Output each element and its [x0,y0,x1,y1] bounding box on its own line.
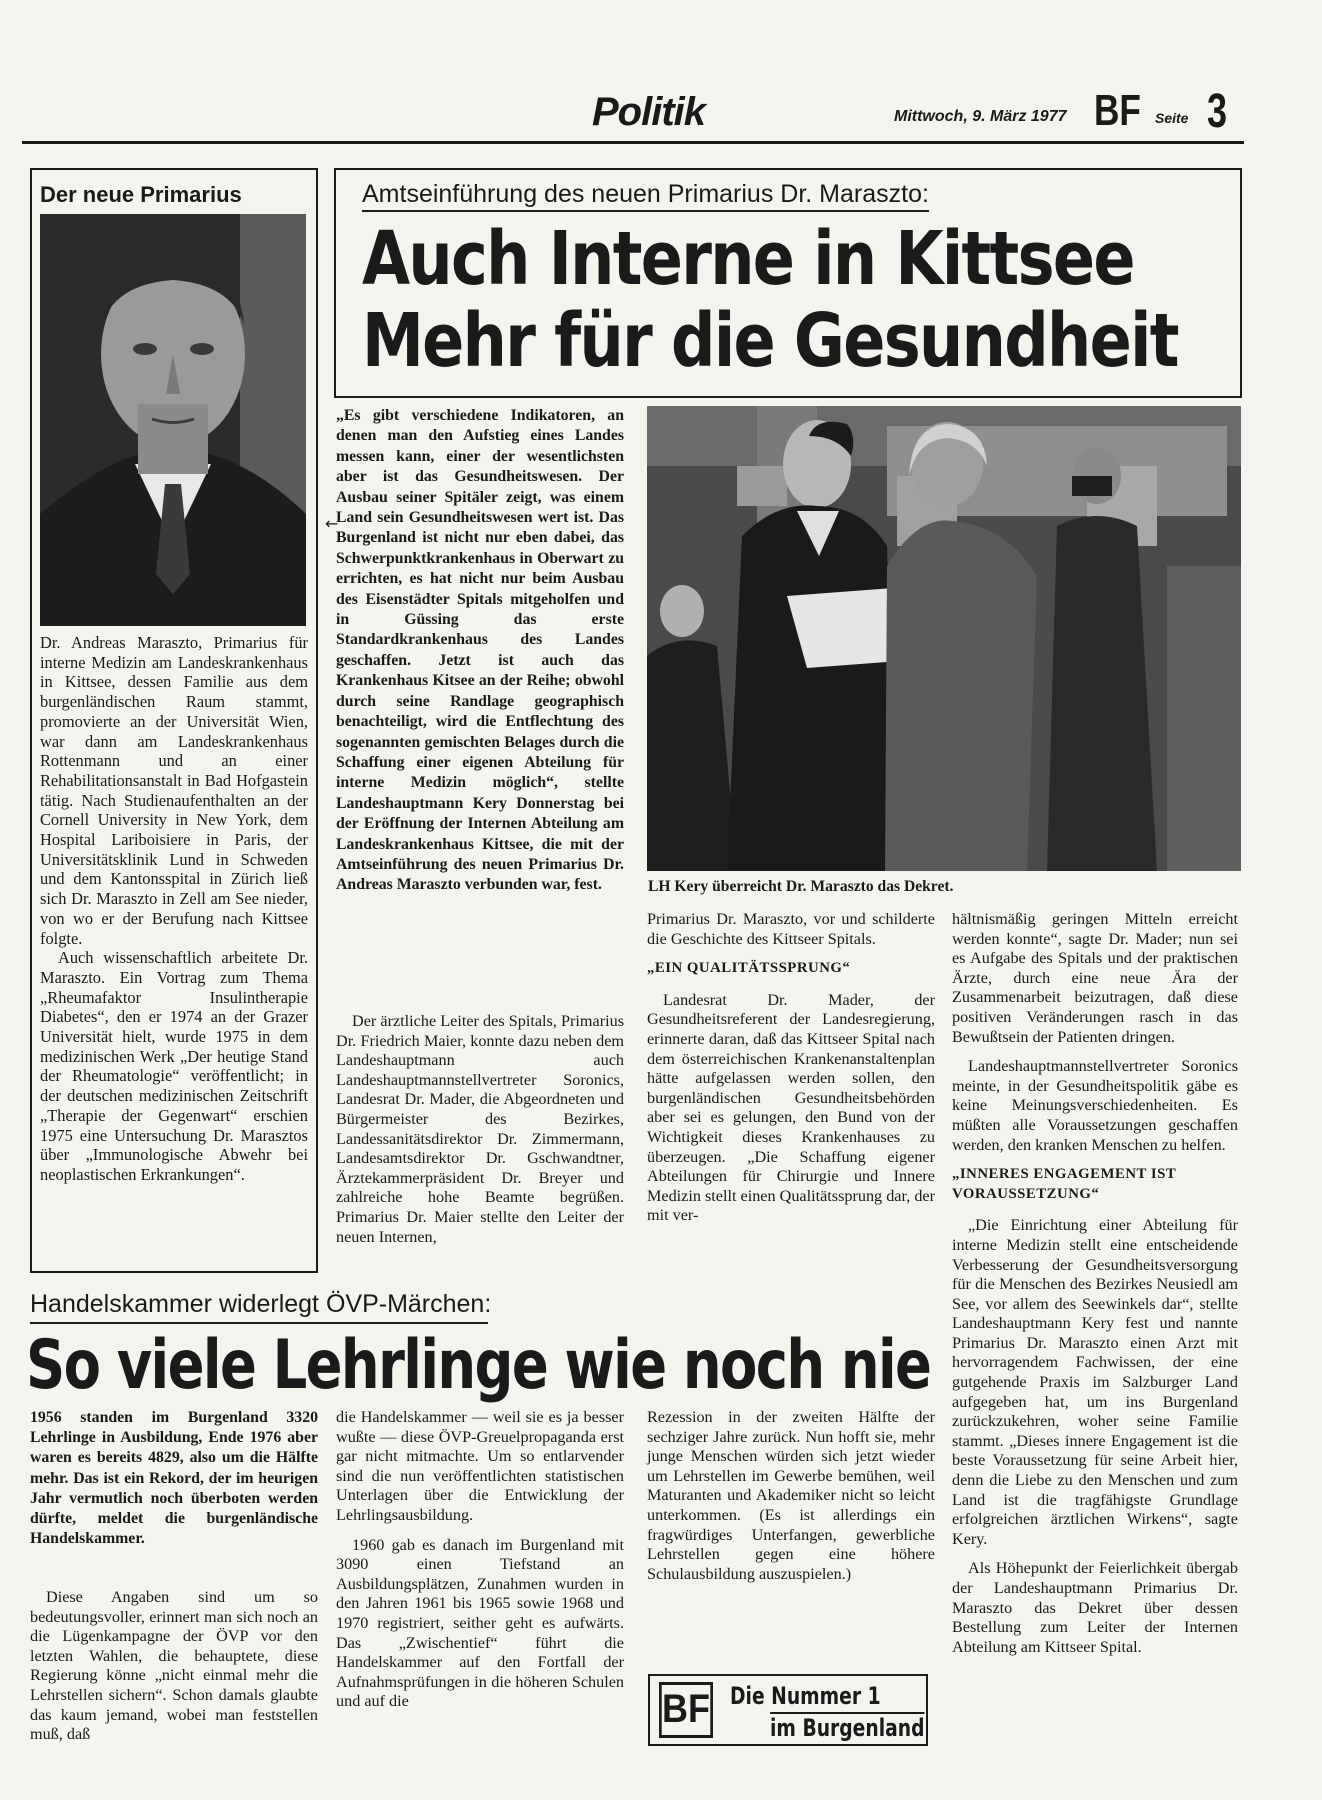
section-title: Politik [592,90,706,134]
kicker-underline [30,1322,488,1324]
article-paragraph: Primarius Dr. Maraszto, vor und schilderte die Geschichte des Kittseer Spitals. [647,910,935,948]
article2-column-2 [336,1408,624,1712]
subheading: „INNERES ENGAGEMENT IST VORAUSSETZUNG“ [952,1166,1176,1202]
sidebar-box [30,168,318,1273]
article-paragraph: 1960 gab es danach im Burgenland mit 3090 einen Tiefstand an Ausbildungsplätzen, Zunahmen wurden in den Jahren 1961 bis 1965 sowie 1968 und 1970 registriert, seither geht es aufwärts. Das „Zwischentief“ führt die Handelskammer auf den Fortfall der Aufnahmsprüfungen in die höheren Schulen und auf die [336,1535,624,1711]
article2-headline: So viele Lehrlinge wie noch nie [26,1326,931,1405]
article-paragraph: Rezession in der zweiten Hälfte der sechziger Jahre zurück. Nun hofft sie, mehr junge Menschen würden sich jetzt wieder um Lehrstellen im Gewerbe bemühen, weil Maturanten und Akademiker nicht so leicht unterkommen. (Es ist allerdings ein fragwürdiges Unterfangen, gewerbliche Lehrstellen gegen eine höhere Schulausbildung auszuspielen.) [647,1408,935,1583]
masthead [22,82,1244,144]
sidebar-body [40,633,308,1185]
promo-line-1: Die Nummer 1 [730,1682,881,1710]
article-headline [362,218,1178,382]
promo-logo: BF [659,1682,713,1738]
article-paragraph: Als Höhepunkt der Feierlichkeit übergab der Landeshauptmann Primarius Dr. Maraszto das Dekret über dessen Bestellung zum Leiter der Internen Abteilung am Kittseer Spital. [952,1559,1238,1656]
sidebar-paragraph: Auch wissenschaftlich arbeitete Dr. Maraszto. Ein Vortrag zum Thema „Rheumafaktor Insulintherapie Diabetes“, den er 1974 an der Grazer Universität hielt, wurde 1975 in dem medizinischen Werk „Der heutige Stand der Rheumatologie“ veröffentlicht; in der deutschen medizinischen Zeitschrift „Therapie der Gegenwart“ erschien 1975 eine Untersuchung Dr. Marasztos über „Immunologische Abwehr bei neoplastischen Erkrankungen“. [40,948,308,1184]
arrow-marker-icon: ← [325,514,339,533]
article-paragraph: die Handelskammer — weil sie es ja besser wußte — diese ÖVP-Greuelpropaganda erst gar nicht mitmachte. Um so entlarvender sind die nun veröffentlichten statistischen Unterlagen über die Entwicklung der Lehrlingsausbildung. [336,1408,624,1524]
article-paragraph: Landeshauptmannstellvertreter Soronics meinte, in der Gesundheitspolitik gäbe es keine Meinungsverschiedenheiten. Es müßten alle Voraussetzungen geschaffen werden, den kranken Menschen zu helfen. [952,1057,1238,1154]
sidebar-title: Der neue Primarius [40,182,242,207]
ceremony-illustration [647,406,1241,871]
headline-line-1: Auch Interne in Kittsee [362,216,1134,302]
portrait-photo [40,214,306,626]
page-label: Seite [1155,110,1189,126]
ceremony-photo [647,406,1241,871]
photo-caption: LH Kery überreicht Dr. Maraszto das Dekret. [648,878,954,895]
article-column-1 [336,1012,624,1247]
promo-line-2: im Burgenland [770,1714,925,1742]
page-number: 3 [1207,85,1228,138]
portrait-illustration [40,214,306,626]
article-kicker: Amtseinführung des neuen Primarius Dr. Maraszto: [362,180,929,212]
article2-kicker: Handelskammer widerlegt ÖVP-Märchen: [30,1290,492,1318]
promo-box [648,1674,928,1746]
article-paragraph: Diese Angaben sind um so bedeutungsvoller, erinnert man sich noch an die Lügenkampagne der ÖVP vor den letzten Wahlen, die behauptete, diese Regierung könne „nicht einmal mehr die Lehrstellen sichern“. Schon damals glaubte das kaum jemand, wobei man feststellen muß, daß [30,1588,318,1744]
brand-logo: BF [1094,86,1141,135]
headline-box [334,168,1242,398]
subheading: „EIN QUALITÄTSSPRUNG“ [647,960,851,977]
issue-date: Mittwoch, 9. März 1977 [894,108,1067,125]
headline-line-2: Mehr für die Gesundheit [362,298,1178,384]
article-paragraph: Der ärztliche Leiter des Spitals, Primarius Dr. Friedrich Maier, konnte dazu neben dem Landeshauptmann auch Landeshauptmannstellvertreter Soronics, Landesrat Dr. Mader, die Abgeordneten und Bürgermeister des Bezirkes, Landessanitätsdirektor Dr. Zimmermann, Landesamtsdirektor Dr. Gschwandtner, Ärztekammerpräsident Dr. Breyer und zahlreiche hohe Beamte begrüßen. Primarius Dr. Maier stellte den Leiter der neuen Internen, [336,1012,624,1246]
article-paragraph: hältnismäßig geringen Mitteln erreicht werden konnte“, sagte Dr. Mader; nun sei es Aufgabe des Spitals und der praktischen Ärzte, durch eine neue Ära der Zusammenarbeit beizutragen, daß diese positiven Veränderungen rasch in das Bewußtsein der Patienten dringen. [952,910,1238,1046]
sidebar-paragraph: Dr. Andreas Maraszto, Primarius für interne Medizin am Landeskrankenhaus in Kittsee, dessen Familie aus dem burgenländischen Raum stammt, promovierte an der Universität Wien, war dann am Landeskrankenhaus Rottenmann und an einer Rehabilitationsanstalt in Bad Hofgastein tätig. Nach Studienaufenthalten an der Cornell University in New York, dem Hospital Lariboisiere in Paris, der Universitätsklinik Lund in Schweden und dem Kantonsspital in Zürich ließ sich Dr. Maraszto in Zell am See nieder, von wo er der Berufung nach Kittsee folgte. [40,633,308,948]
article-column-2 [647,910,935,1226]
article-lead: „Es gibt verschiedene Indikatoren, an denen man den Aufstieg eines Landes messen kann, einer der wesentlichsten aber ist das Gesundheitswesen. Der Ausbau seiner Spitäler zeigt, was einem Land sein Gesundheitswesen wert ist. Das Burgenland ist nicht nur eben dabei, das Schwerpunktkrankenhaus in Oberwart zu errichten, es hat nicht nur beim Ausbau des Eisenstädter Spitals mitgeholfen und in Güssing das erste Standardkrankenhaus des Landes geschaffen. Jetzt ist auch das Krankenhaus Kitsee an der Reihe; obwohl durch seine Randlage geographisch benachteiligt, wird die Entflechtung des sogenannten gemischten Belages durch die Schaffung einer eigenen Abteilung für interne Medizin möglich“, stellte Landeshauptmann Kery Donnerstag bei der Eröffnung der Internen Abteilung am Landeskrankenhaus Kittsee, die mit der Amtseinführung des neuen Primarius Dr. Andreas Maraszto verbunden war, fest. [336,407,624,894]
article2-column-3 [647,1408,935,1584]
article-paragraph: „Die Einrichtung einer Abteilung für interne Medizin stellt eine entscheidende Verbesserung der Gesundheitsversorgung für die Menschen des Bezirkes Neusiedl am See, vor allem des Seewinkels dar“, stellte Landeshauptmann Kery fest und nannte Primarius Dr. Maraszto einen Arzt mit hervorragendem Fachwissen, der eine gutgehende Praxis im Salzburger Land aufgegeben hat, um ins Burgenland zurückzukehren, woher seine Familie stammt. „Dieses innere Engagement ist die beste Voraussetzung für seine Arbeit hier, denn die Liebe zu den Menschen und zum Land ist die tragfähigste Grundlage erfolgreichen ärztlichen Wirkens“, sagte Kery. [952,1216,1238,1548]
article-column-3 [952,910,1238,1657]
article-paragraph: Landesrat Dr. Mader, der Gesundheitsreferent der Landesregierung, erinnerte daran, daß das Kittseer Spital nach dem österreichischen Krankenanstaltenplan hätte aufgelassen werden sollen, den burgenländischen Gesundheitsbehörden aber sei es gelungen, den Bund von der Wichtigkeit dieses Krankenhauses zu überzeugen. „Die Schaffung eigener Abteilungen für Chirurgie und Innere Medizin stellt einen Qualitätssprung dar, der mit ver- [647,990,935,1225]
article2-lead: 1956 standen im Burgenland 3320 Lehrlinge in Ausbildung, Ende 1976 aber waren es bereits 4829, also um die Hälfte mehr. Das ist ein Rekord, der im heurigen Jahr vermutlich noch überboten werden dürfte, meldet die burgenländische Handelskammer. [30,1409,318,1548]
article2-column-1 [30,1588,318,1745]
